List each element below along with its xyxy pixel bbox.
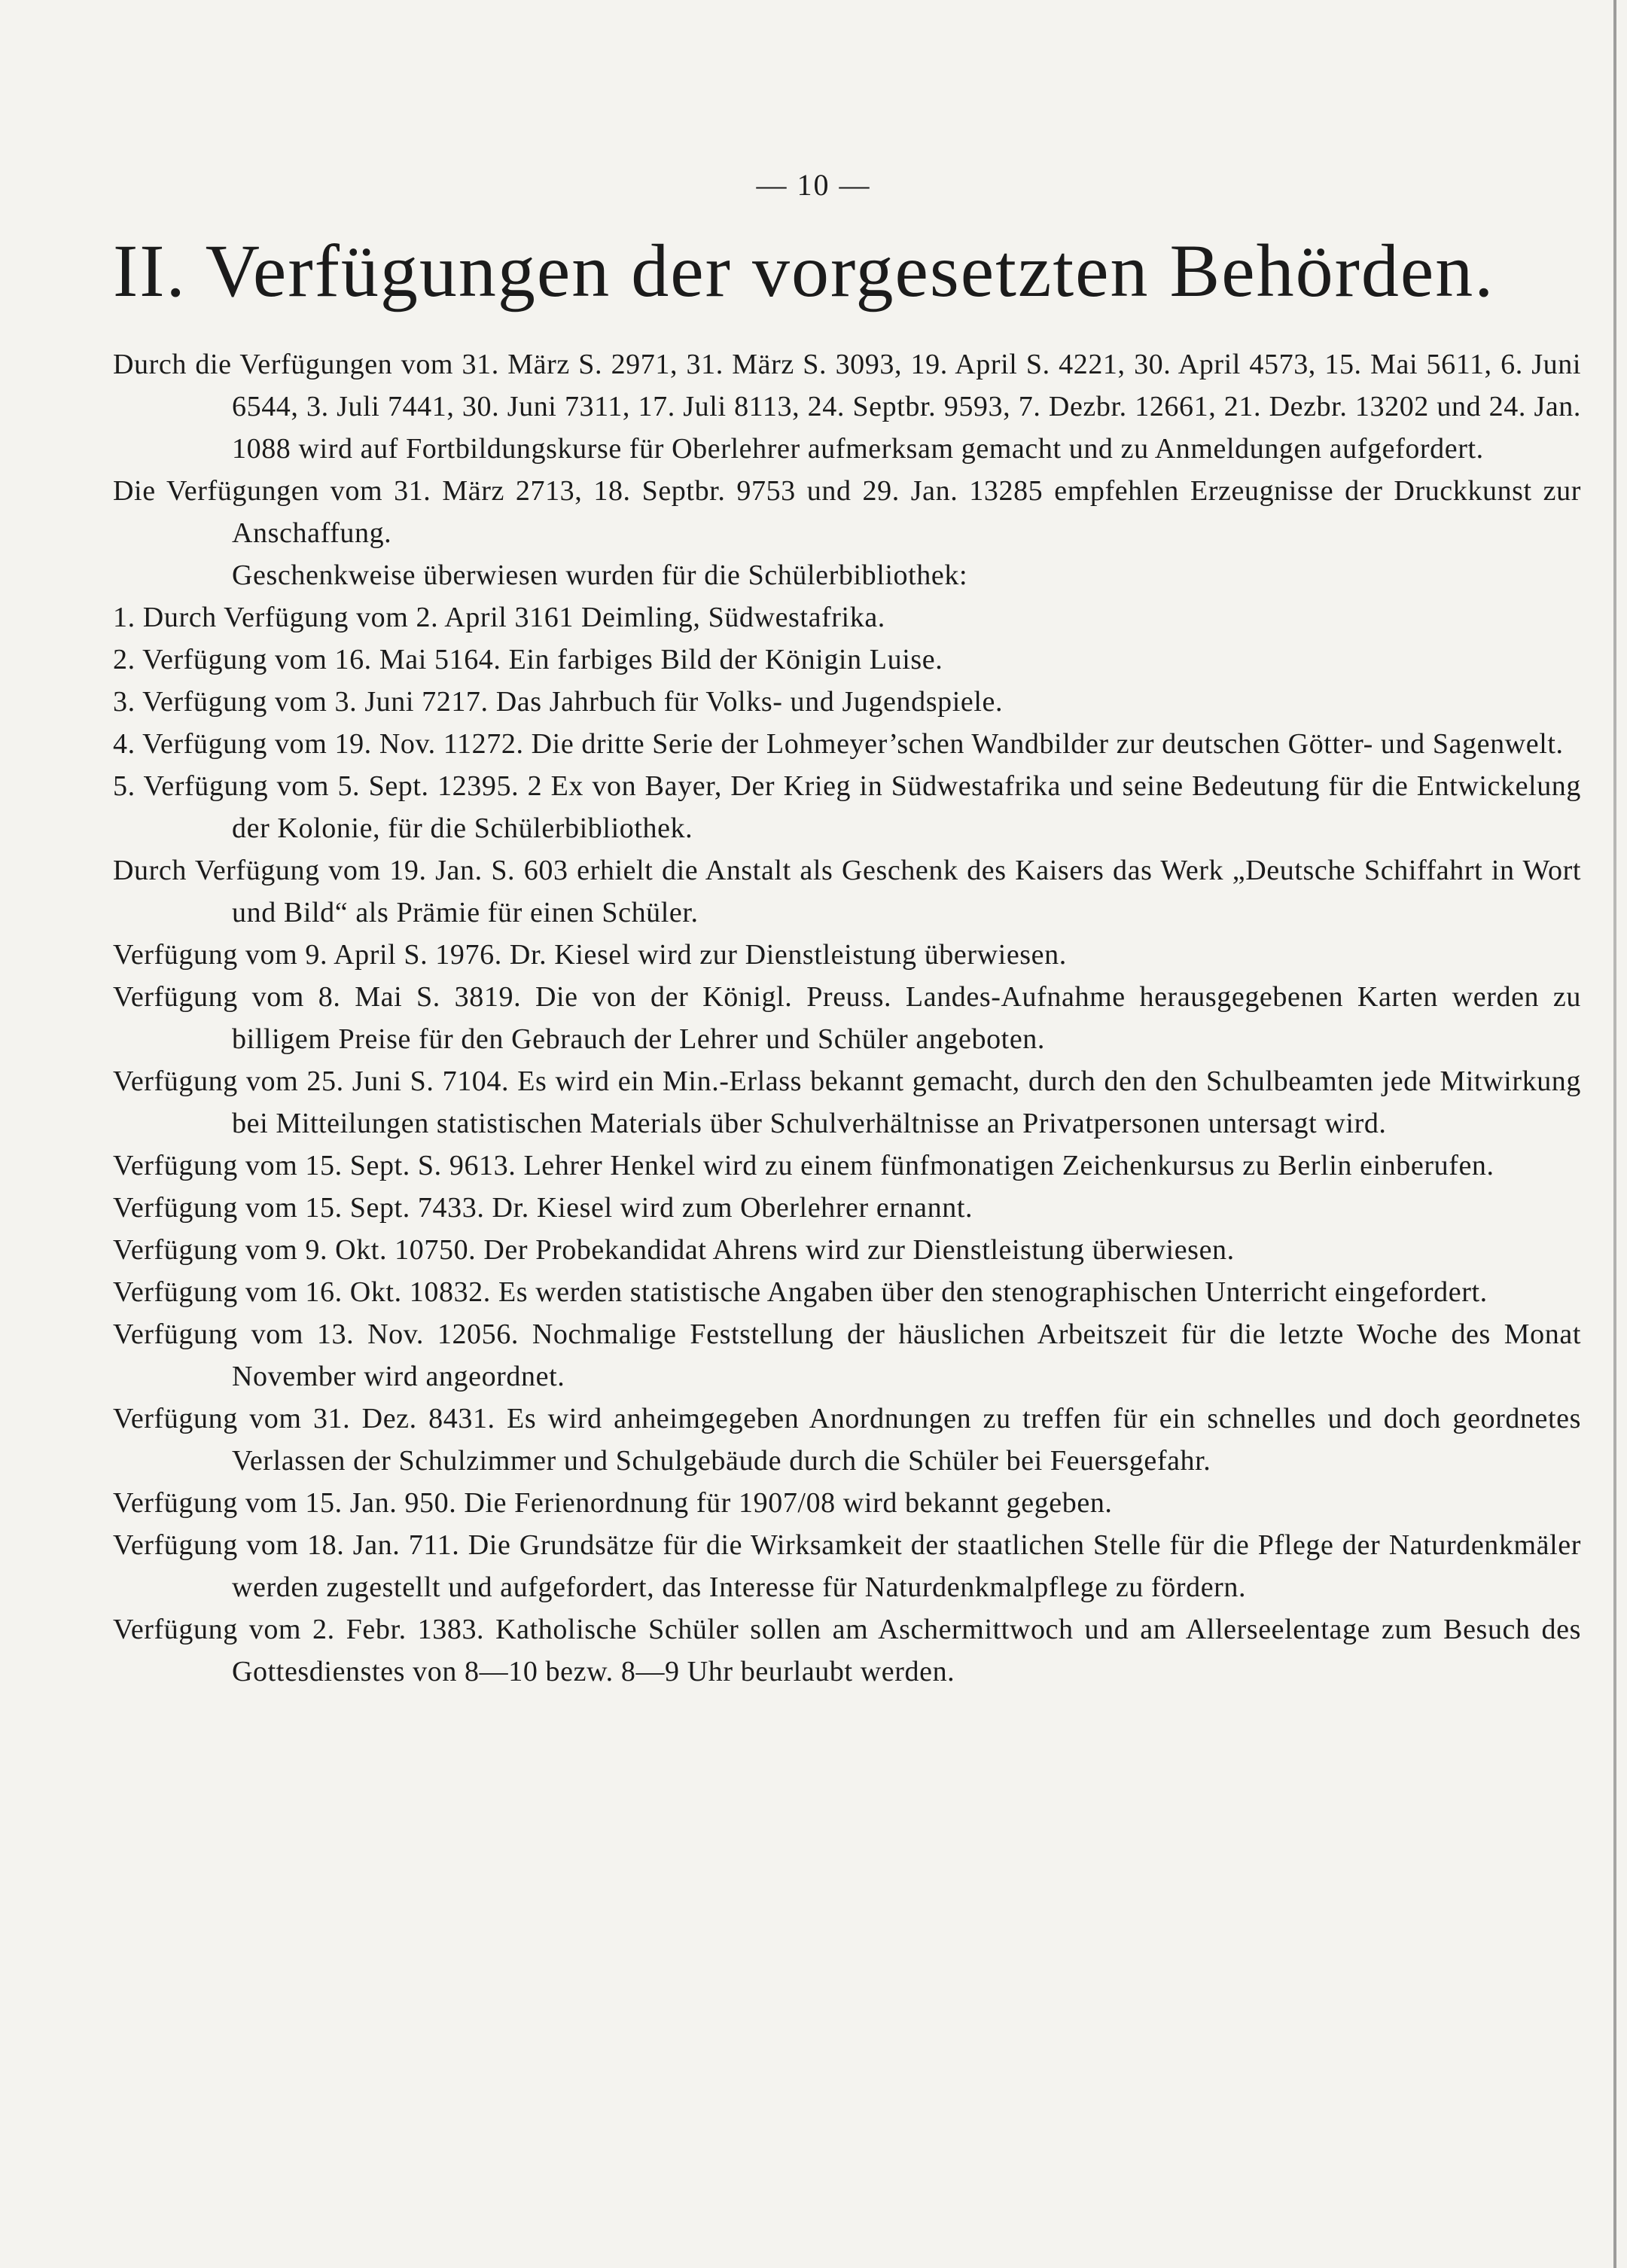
paragraph-verfuegung: Verfügung vom 15. Sept. S. 9613. Lehrer Henkel wird zu einem fünfmonatigen Zeichenkursus zu Berlin einberufen.	[113, 1150, 1494, 1181]
paragraph-verfuegung: Verfügung vom 15. Sept. 7433. Dr. Kiesel wird zum Oberlehrer ernannt.	[113, 1192, 973, 1224]
paragraph-verfuegung: Verfügung vom 25. Juni S. 7104. Es wird ein Min.-Erlass bekannt gemacht, durch den den Schulbeamten jede Mitwirkung bei Mitteilungen statistischen Materials über Schulverhältnisse an Privatpersonen untersagt wird.	[113, 1065, 1581, 1139]
list-item: 4. Verfügung vom 19. Nov. 11272. Die dritte Serie der Lohmeyer’schen Wandbilder zur deutschen Götter- und Sagenwelt.	[113, 728, 1564, 760]
list-item: 5. Verfügung vom 5. Sept. 12395. 2 Ex von Bayer, Der Krieg in Südwestafrika und seine Bedeutung für die Entwickelung der Kolonie, für die Schülerbibliothek.	[113, 770, 1581, 844]
paragraph-verfuegung: Verfügung vom 8. Mai S. 3819. Die von der Königl. Preuss. Landes-Aufnahme herausgegebenen Karten werden zu billigem Preise für den Gebrauch der Lehrer und Schüler angeboten.	[113, 981, 1581, 1055]
paragraph-verfuegung: Verfügung vom 31. Dez. 8431. Es wird anheimgegeben Anordnungen zu treffen für ein schnelles und doch geordnetes Verlassen der Schulzimmer und Schulgebäude durch die Schüler bei Feuersgefahr.	[113, 1403, 1581, 1477]
paragraph-verfuegung: Verfügung vom 13. Nov. 12056. Nochmalige Feststellung der häuslichen Arbeitszeit für die letzte Woche des Monat November wird angeordnet.	[113, 1318, 1581, 1392]
paragraph-druckkunst: Die Verfügungen vom 31. März 2713, 18. Septbr. 9753 und 29. Jan. 13285 empfehlen Erzeugnisse der Druckkunst zur Anschaffung.	[113, 475, 1581, 549]
paragraph-verfuegung: Verfügung vom 2. Febr. 1383. Katholische Schüler sollen am Aschermittwoch und am Allerseelentage zum Besuch des Gottesdienstes von 8—10 bezw. 8—9 Uhr beurlaubt werden.	[113, 1614, 1581, 1687]
page-edge-shadow	[1613, 0, 1616, 2268]
paragraph-verfuegung: Verfügung vom 9. April S. 1976. Dr. Kiesel wird zur Dienstleistung überwiesen.	[113, 939, 1067, 971]
paragraph-verfuegung: Verfügung vom 16. Okt. 10832. Es werden statistische Angaben über den stenographischen Unterricht eingefordert.	[113, 1276, 1488, 1308]
list-item: 3. Verfügung vom 3. Juni 7217. Das Jahrbuch für Volks- und Jugendspiele.	[113, 686, 1004, 718]
paragraph-verfuegung: Verfügung vom 18. Jan. 711. Die Grundsätze für die Wirksamkeit der staatlichen Stelle für die Pflege der Naturdenkmäler werden zugestellt und aufgefordert, das Interesse für Naturdenkmalpflege zu fördern.	[113, 1529, 1581, 1603]
body-text	[113, 343, 1581, 1693]
list-item: 2. Verfügung vom 16. Mai 5164. Ein farbiges Bild der Königin Luise.	[113, 644, 943, 675]
page-number: — 10 —	[756, 168, 871, 202]
paragraph-fortbildungskurse: Durch die Verfügungen vom 31. März S. 2971, 31. März S. 3093, 19. April S. 4221, 30. April 4573, 15. Mai 5611, 6. Juni 6544, 3. Juli 7441, 30. Juni 7311, 17. Juli 8113, 24. Septbr. 9593, 7. Dezbr. 12661, 21. Dezbr. 13202 und 24. Jan. 1088 wird auf Fortbildungskurse für Oberlehrer aufmerksam gemacht und zu Anmeldungen aufgefordert.	[113, 349, 1581, 465]
paragraph-verfuegung: Durch Verfügung vom 19. Jan. S. 603 erhielt die Anstalt als Geschenk des Kaisers das Werk „Deutsche Schiffahrt in Wort und Bild“ als Prämie für einen Schüler.	[113, 855, 1581, 928]
paragraph-verfuegung: Verfügung vom 9. Okt. 10750. Der Probekandidat Ahrens wird zur Dienstleistung überwiesen.	[113, 1234, 1235, 1266]
section-heading: II. Verfügungen der vorgesetzten Behörden.	[113, 229, 1495, 312]
list-item: 1. Durch Verfügung vom 2. April 3161 Deimling, Südwestafrika.	[113, 602, 885, 633]
paragraph-verfuegung: Verfügung vom 15. Jan. 950. Die Ferienordnung für 1907/08 wird bekannt gegeben.	[113, 1487, 1113, 1519]
paragraph-schuelerbibliothek-intro: Geschenkweise überwiesen wurden für die Schülerbibliothek:	[232, 559, 968, 591]
